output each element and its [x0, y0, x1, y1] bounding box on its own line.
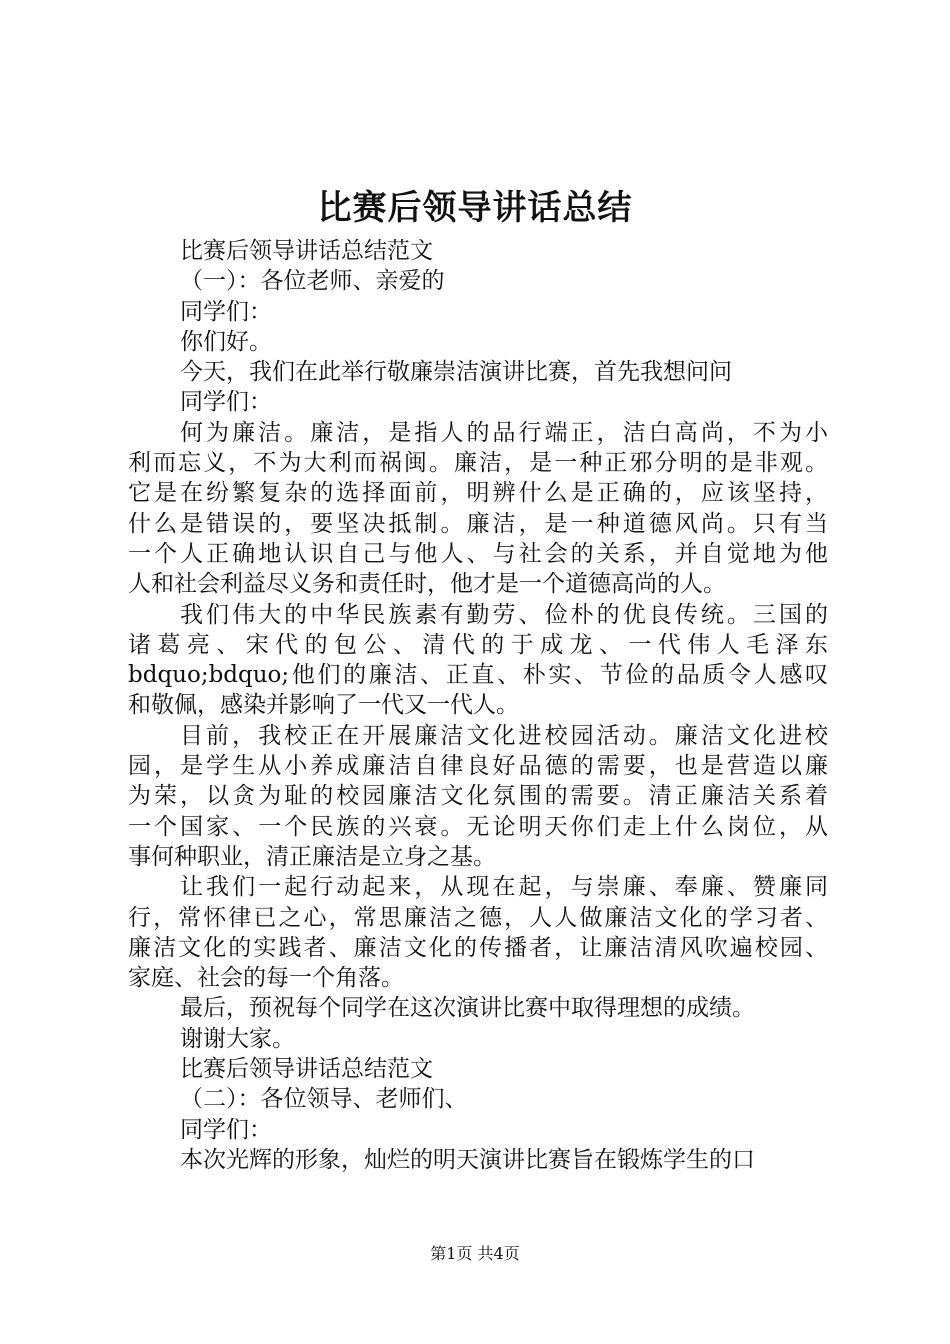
text-line: 家庭、社会的每一个角落。	[128, 965, 404, 992]
text-line: 它是在纷繁复杂的选择面前，明辨什么是正确的，应该坚持，	[128, 480, 828, 507]
text-line: 行，常怀律已之心，常思廉洁之德，人人做廉洁文化的学习者、	[128, 904, 828, 931]
text-line: （一）：各位老师、亲爱的	[180, 268, 445, 295]
text-line: 园，是学生从小养成廉洁自律良好品德的需要，也是营造以廉	[128, 753, 828, 780]
document-body	[128, 236, 828, 1175]
text-line: 本次光辉的形象，灿烂的明天演讲比赛旨在锻炼学生的口	[180, 1146, 755, 1173]
text-line: 比赛后领导讲话总结范文	[180, 1056, 433, 1083]
text-line: 一个国家、一个民族的兴衰。无论明天你们走上什么岗位，从	[128, 813, 828, 840]
text-line: 同学们：	[180, 298, 272, 325]
text-line: 同学们：	[180, 389, 272, 416]
text-line: 廉洁文化的实践者、廉洁文化的传播者，让廉洁清风吹遍校园、	[128, 934, 828, 961]
text-line: 诸葛亮、宋代的包公、清代的于成龙、一代伟人毛泽东	[128, 631, 828, 658]
text-line: 为荣，以贪为耻的校园廉洁文化氛围的需要。清正廉洁关系着	[128, 783, 828, 810]
text-line: 让我们一起行动起来，从现在起，与崇廉、奉廉、赞廉同	[180, 874, 828, 901]
text-line: 何为廉洁。廉洁，是指人的品行端正，洁白高尚，不为小	[180, 419, 828, 446]
text-line: 利而忘义，不为大利而祸闽。廉洁，是一种正邪分明的是非观。	[128, 450, 828, 477]
page-number-footer: 第1页 共4页	[430, 1244, 520, 1263]
text-line: 谢谢大家。	[180, 1025, 295, 1052]
text-line: 同学们：	[180, 1116, 272, 1143]
document-title: 比赛后领导讲话总结	[317, 188, 633, 228]
text-line: 最后，预祝每个同学在这次演讲比赛中取得理想的成绩。	[180, 995, 755, 1022]
text-line: 目前，我校正在开展廉洁文化进校园活动。廉洁文化进校	[180, 722, 828, 749]
text-line: 我们伟大的中华民族素有勤劳、俭朴的优良传统。三国的	[180, 601, 828, 628]
text-line: 和敬佩，感染并影响了一代又一代人。	[128, 692, 519, 719]
text-line: 一个人正确地认识自己与他人、与社会的关系，并自觉地为他	[128, 540, 828, 567]
text-line: 什么是错误的，要坚决抵制。廉洁，是一种道德风尚。只有当	[128, 510, 828, 537]
text-line: 你们好。	[180, 328, 272, 355]
text-line: 事何种职业，清正廉洁是立身之基。	[128, 843, 496, 870]
text-line: 今天，我们在此举行敬廉崇洁演讲比赛，首先我想问问	[180, 359, 732, 386]
text-line: bdquo;bdquo;他们的廉洁、正直、朴实、节俭的品质令人感叹	[128, 662, 828, 689]
text-line: 比赛后领导讲话总结范文	[180, 238, 433, 264]
text-line: （二）：各位领导、老师们、	[180, 1086, 468, 1113]
text-line: 人和社会利益尽义务和责任时，他才是一个道德高尚的人。	[128, 571, 726, 598]
